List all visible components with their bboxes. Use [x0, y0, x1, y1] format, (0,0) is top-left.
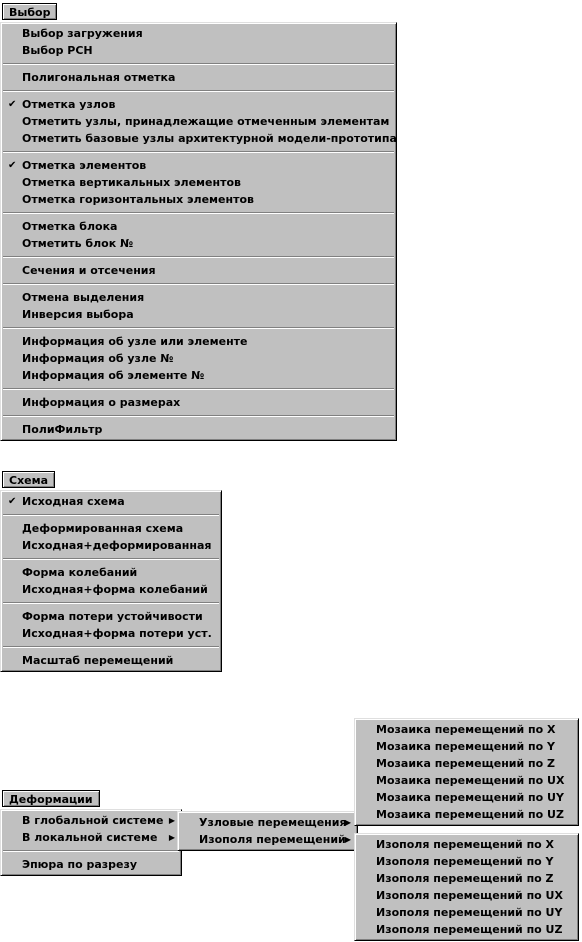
mosaic-y[interactable]: Мозаика перемещений по Y [376, 740, 556, 753]
original-scheme-label: Исходная схема [22, 495, 125, 508]
nodal-displacements-label: Узловые перемещения [199, 816, 347, 829]
mark-elements[interactable] [1, 157, 396, 174]
section-diagram[interactable]: Эпюра по разрезу [22, 858, 138, 871]
info-dimensions[interactable]: Информация о размерах [22, 396, 181, 409]
isofield-uy[interactable]: Изополя перемещений по UY [376, 906, 563, 919]
mark-vertical-elements[interactable]: Отметка вертикальных элементов [22, 176, 242, 189]
mark-block-number[interactable]: Отметить блок № [22, 237, 134, 250]
mark-block[interactable]: Отметка блока [22, 220, 118, 233]
select-rsn[interactable]: Выбор РСН [22, 44, 93, 57]
separator [3, 646, 219, 648]
local-system-label: В локальной системе [22, 831, 158, 844]
original-plus-deformed[interactable]: Исходная+деформированная [22, 539, 212, 552]
mark-base-nodes[interactable]: Отметить базовые узлы архитектурной модели-прототипа [22, 132, 397, 145]
separator [3, 850, 179, 852]
info-node-number[interactable]: Информация об узле № [22, 352, 174, 365]
isofield-x[interactable]: Изополя перемещений по X [376, 838, 555, 851]
separator [3, 212, 394, 214]
separator [3, 90, 394, 92]
vibration-mode[interactable]: Форма колебаний [22, 566, 138, 579]
separator [3, 256, 394, 258]
global-system-label: В глобальной системе [22, 814, 164, 827]
deformed-scheme[interactable]: Деформированная схема [22, 522, 184, 535]
mosaic-ux[interactable]: Мозаика перемещений по UX [376, 774, 565, 787]
original-plus-buckling[interactable]: Исходная+форма потери уст. [22, 627, 212, 640]
isofield-submenu [354, 833, 579, 941]
displacement-scale[interactable]: Масштаб перемещений [22, 654, 174, 667]
check-icon: ✔ [8, 496, 17, 507]
local-system[interactable] [1, 829, 181, 846]
mark-horizontal-elements[interactable]: Отметка горизонтальных элементов [22, 193, 254, 206]
cancel-selection[interactable]: Отмена выделения [22, 291, 145, 304]
vybor-menu-button[interactable]: Выбор [2, 3, 57, 20]
submenu-arrow-icon: ▶ [344, 818, 351, 827]
displacement-isofields-label: Изополя перемещений [199, 833, 346, 846]
submenu-arrow-icon: ▶ [168, 816, 175, 825]
separator [3, 327, 394, 329]
sections-and-cuts[interactable]: Сечения и отсечения [22, 264, 156, 277]
polygon-mark[interactable]: Полигональная отметка [22, 71, 176, 84]
submenu-arrow-icon: ▶ [168, 833, 175, 842]
separator [3, 63, 394, 65]
separator [3, 514, 219, 516]
invert-selection[interactable]: Инверсия выбора [22, 308, 134, 321]
info-element-number[interactable]: Информация об элементе № [22, 369, 205, 382]
separator [3, 558, 219, 560]
original-scheme[interactable] [1, 493, 221, 510]
isofield-y[interactable]: Изополя перемещений по Y [376, 855, 554, 868]
separator [3, 602, 219, 604]
check-icon: ✔ [8, 99, 17, 110]
mosaic-x[interactable]: Мозаика перемещений по X [376, 723, 556, 736]
isofield-z[interactable]: Изополя перемещений по Z [376, 872, 554, 885]
displacement-isofields[interactable] [178, 831, 357, 848]
mosaic-submenu [354, 718, 579, 826]
mosaic-uy[interactable]: Мозаика перемещений по UY [376, 791, 564, 804]
skhema-menu [0, 490, 222, 672]
mark-elements-label: Отметка элементов [22, 159, 147, 172]
mosaic-uz[interactable]: Мозаика перемещений по UZ [376, 808, 564, 821]
skhema-menu-button[interactable]: Схема [2, 471, 55, 488]
mosaic-z[interactable]: Мозаика перемещений по Z [376, 757, 556, 770]
nodal-displacements[interactable] [178, 814, 357, 831]
vybor-menu [0, 22, 397, 441]
buckling-mode[interactable]: Форма потери устойчивости [22, 610, 203, 623]
separator [3, 388, 394, 390]
submenu-arrow-icon: ▶ [344, 835, 351, 844]
global-system[interactable] [1, 812, 181, 829]
mark-nodes[interactable] [1, 96, 396, 113]
isofield-ux[interactable]: Изополя перемещений по UX [376, 889, 563, 902]
separator [3, 151, 394, 153]
global-submenu [177, 811, 358, 851]
check-icon: ✔ [8, 160, 17, 171]
deformations-menu-button[interactable]: Деформации [2, 790, 100, 807]
deformations-menu [0, 809, 182, 876]
separator [3, 415, 394, 417]
original-plus-vibration[interactable]: Исходная+форма колебаний [22, 583, 208, 596]
polyfilter[interactable]: ПолиФильтр [22, 423, 103, 436]
info-node-or-element[interactable]: Информация об узле или элементе [22, 335, 248, 348]
select-load-case[interactable]: Выбор загружения [22, 27, 143, 40]
separator [3, 283, 394, 285]
isofield-uz[interactable]: Изополя перемещений по UZ [376, 923, 563, 936]
mark-nodes-label: Отметка узлов [22, 98, 116, 111]
mark-nodes-of-elements[interactable]: Отметить узлы, принадлежащие отмеченным элементам [22, 115, 390, 128]
